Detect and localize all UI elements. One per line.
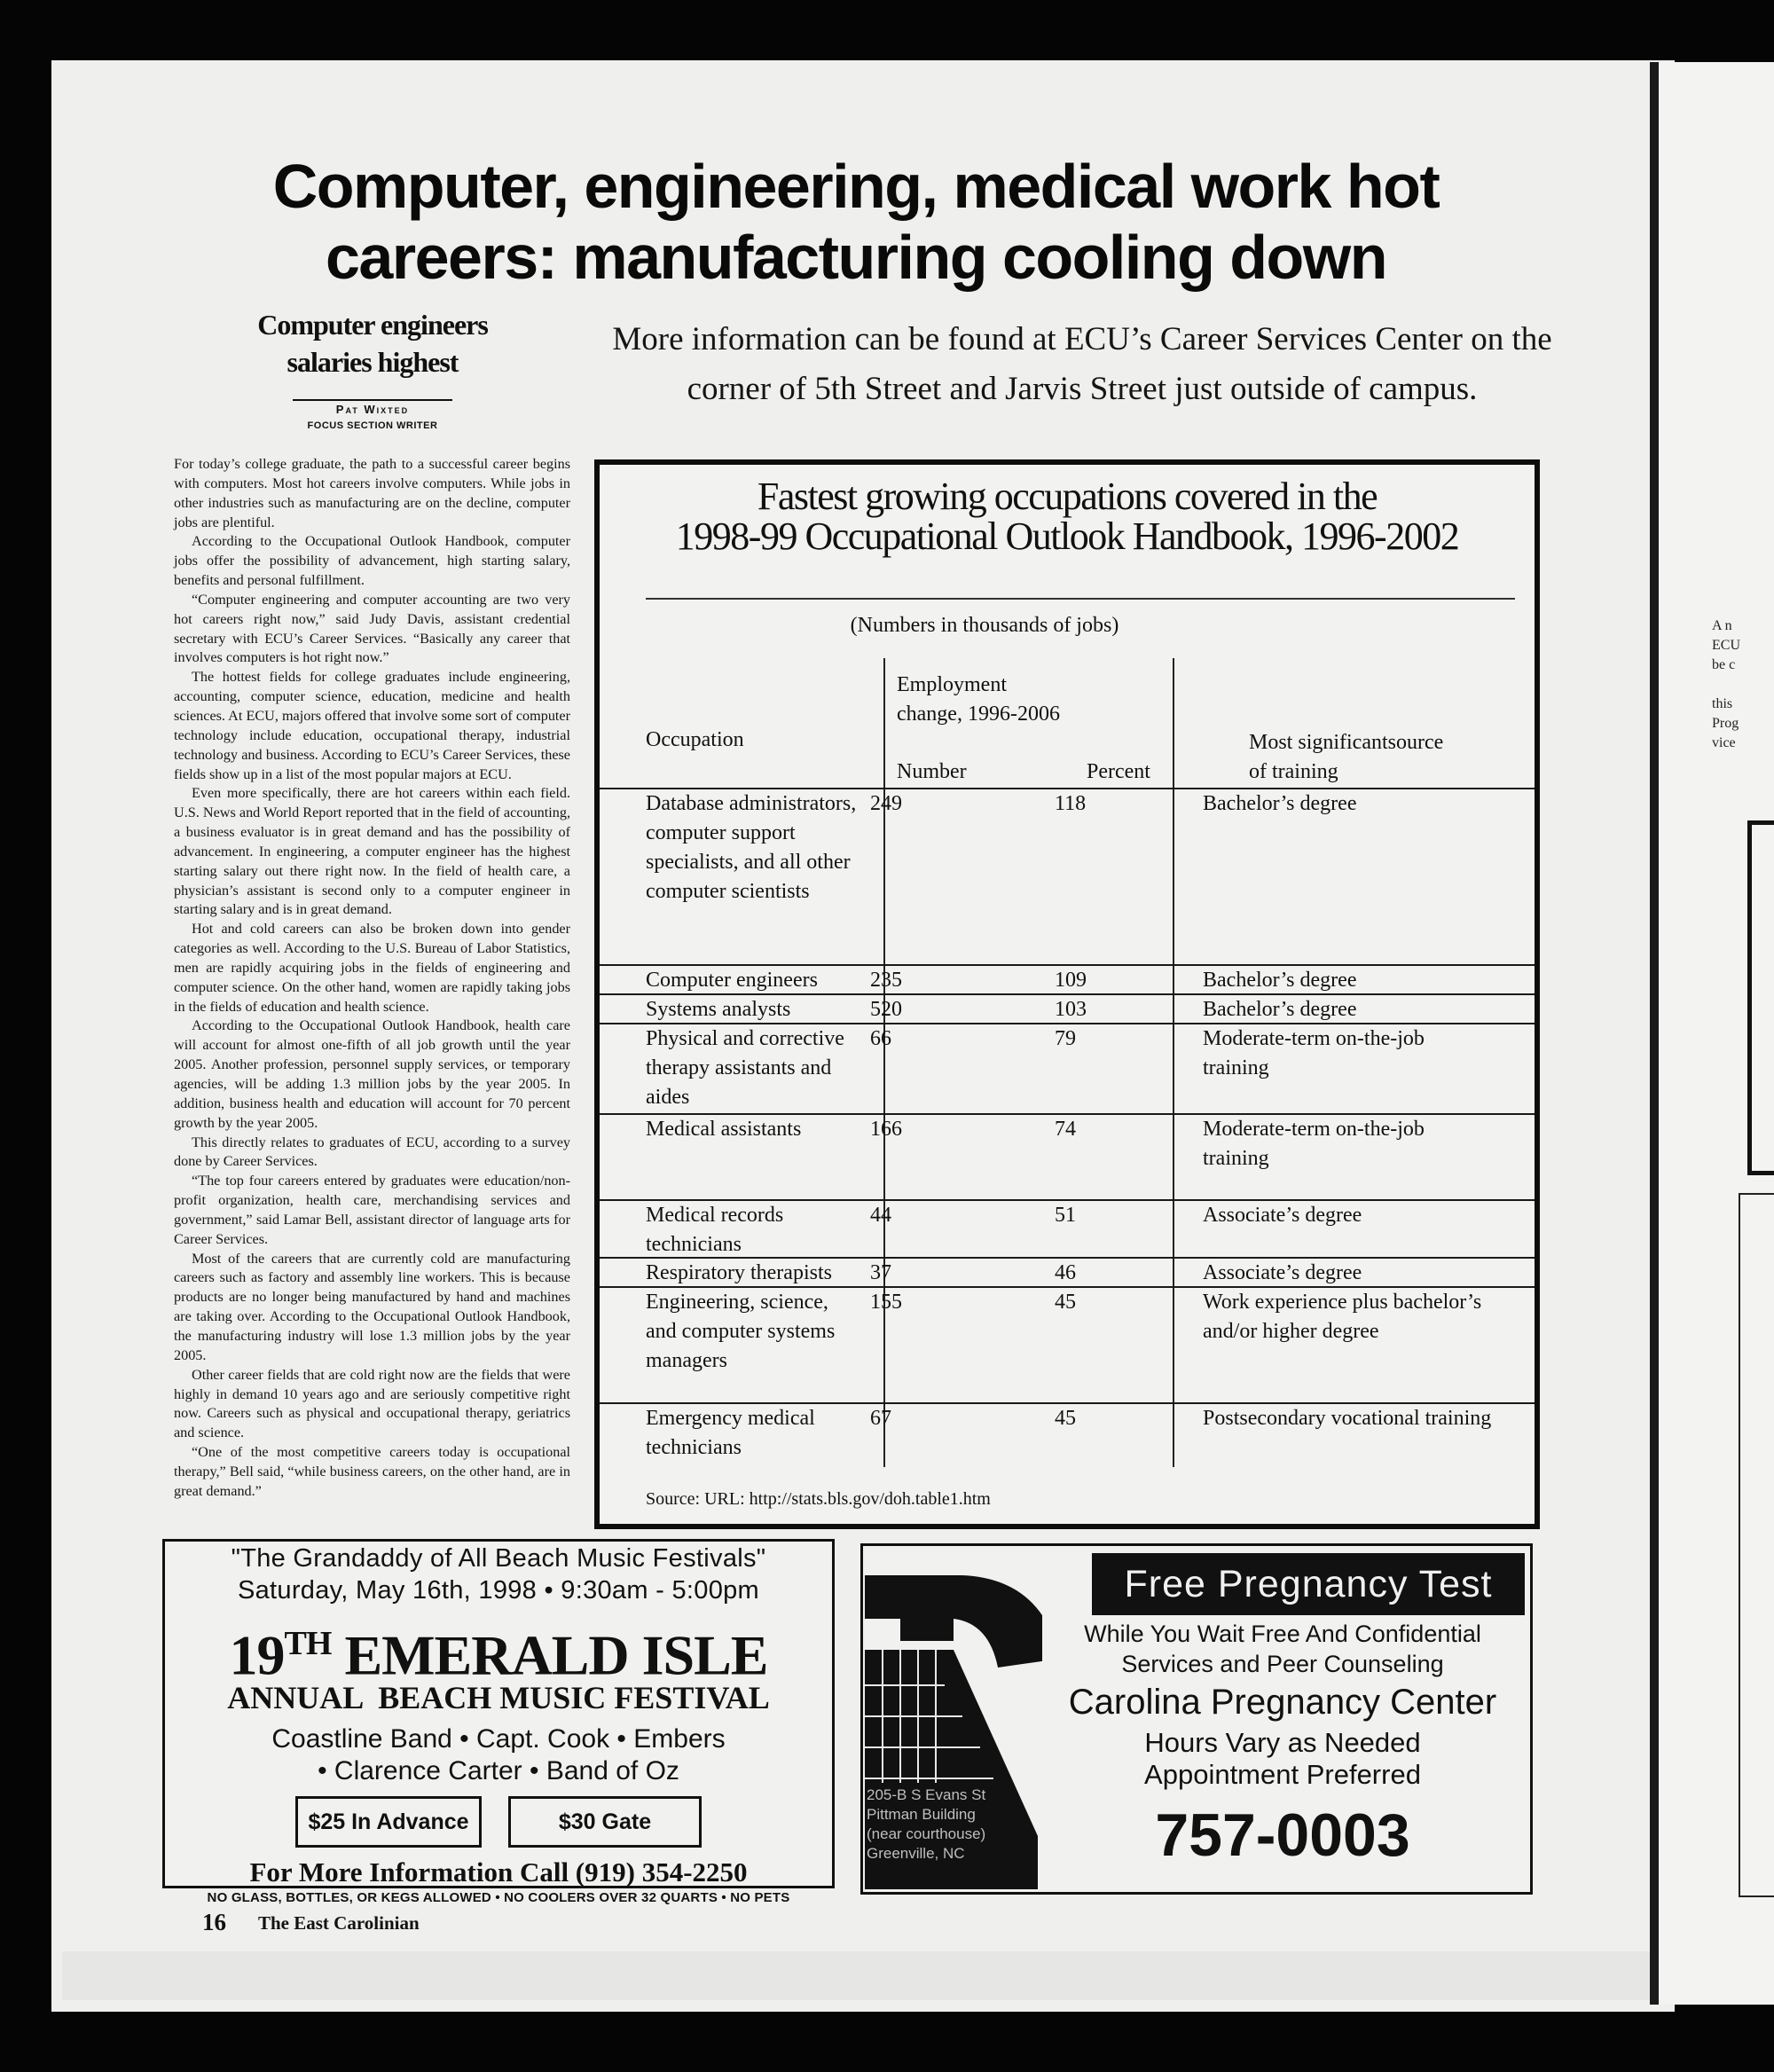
article-paragraph: “Computer engineering and computer accounting are two very hot careers right now,” said Judy Davis, assistant credential secretary with ECU’s Career Services. “Basically any career that involves computers is hot right now.” — [174, 591, 570, 666]
beach-festival-ad — [162, 1539, 835, 1906]
table-row: Medical assistants 166 74 Moderate-term on-the-job training — [600, 1113, 1535, 1199]
page-bottom-edge — [62, 1951, 1685, 2000]
table-title: Fastest growing occupations covered in the 1998-99 Occupational Outlook Handbook, 1996-2002 — [675, 475, 1459, 558]
table-title-rule — [646, 598, 1515, 600]
advance-price-box: $25 In Advance — [295, 1796, 482, 1848]
newspaper-name: The East Carolinian — [258, 1912, 420, 1934]
page-number: 16 — [202, 1909, 226, 1935]
center-phone-number: 757-0003 — [1155, 1801, 1410, 1869]
article-paragraph: Other career fields that are cold right now are the fields that were highly in demand 10 years ago and are seriously competitive right now. Careers such as physical and occupational therapy, geriatrics and science. — [174, 1366, 570, 1441]
free-test-banner: Free Pregnancy Test — [1092, 1553, 1525, 1615]
article-paragraph: Hot and cold careers can also be broken down into gender categories as well. According to the U.S. Bureau of Labor Statistics, men are rapidly acquiring jobs in the fields of engineering and computer science. On the other hand, women are rapidly taking jobs in the fields of education and health science. — [174, 921, 570, 1015]
table-row: Respiratory therapists 37 46 Associate’s degree — [600, 1257, 1535, 1286]
header-occupation: Occupation — [646, 728, 744, 751]
article-body — [174, 455, 570, 1502]
article-paragraph: Even more specifically, there are hot careers within each field. U.S. News and World Report reported that in the field of accounting, a business evaluator is in great demand and has the possibility of advancement. In engineering, a computer engineer has the highest starting salary out there right now. In the field of health care, a physician’s assistant is second only to a computer engineer in starting salary and is in great demand. — [174, 785, 570, 918]
festival-tagline: "The Grandaddy of All Beach Music Festivals" — [231, 1544, 766, 1573]
adjacent-page-box — [1739, 1193, 1774, 1897]
services-text: While You Wait Free And Confidential Services and Peer Counseling — [1084, 1621, 1481, 1677]
adjacent-page-box — [1747, 820, 1774, 1175]
center-name: Carolina Pregnancy Center — [1068, 1683, 1497, 1722]
gate-price-box: $30 Gate — [508, 1796, 702, 1848]
table-row: Database administrators, computer support specialists, and all other computer scientists 249 118 Bachelor’s degree — [600, 788, 1535, 964]
subheadline: Computer engineers salaries highest — [257, 309, 488, 378]
table-row: Emergency medical technicians 67 45 Postsecondary vocational training — [600, 1402, 1535, 1493]
table-body — [600, 788, 1535, 1493]
article-paragraph: According to the Occupational Outlook Handbook, health care will account for almost one-fifth of all job growth until the year 2005. Another profession, personnel supply services, or temporary agencies, will be adding 1.3 million jobs by the year 2005. In addition, business health and education will account for 70 percent growth by the year 2005. — [174, 1017, 570, 1131]
adjacent-page-text: A n ECU be c this Prog vice — [1712, 618, 1740, 750]
article-paragraph: “One of the most competitive careers today is occupational therapy,” Bell said, “while business careers, on the other hand, are in great demand.” — [174, 1444, 570, 1499]
festival-rules: NO GLASS, BOTTLES, OR KEGS ALLOWED • NO COOLERS OVER 32 QUARTS • NO PETS — [207, 1890, 790, 1906]
header-number: Number — [897, 760, 967, 783]
byline-name: Pat Wixted — [293, 399, 452, 416]
festival-phone: For More Information Call (919) 354-2250 — [249, 1856, 748, 1888]
occupations-table — [594, 459, 1540, 1529]
article-paragraph: “The top four careers entered by graduates were education/non-profit organization, health care, merchandising services and government,” said Lamar Bell, assistant director of language arts for Career Services. — [174, 1173, 570, 1247]
article-paragraph: According to the Occupational Outlook Handbook, computer jobs offer the possibility of advancement, high starting salary, benefits and personal fulfillment. — [174, 533, 570, 589]
table-row: Medical records technicians 44 51 Associate’s degree — [600, 1199, 1535, 1257]
table-row: Physical and corrective therapy assistants and aides 66 79 Moderate-term on-the-job training — [600, 1023, 1535, 1113]
festival-date: Saturday, May 16th, 1998 • 9:30am - 5:00pm — [237, 1576, 760, 1605]
table-source: Source: URL: http://stats.bls.gov/doh.table1.htm — [646, 1489, 991, 1509]
byline-role: FOCUS SECTION WRITER — [307, 420, 438, 431]
hours-text: Hours Vary as Needed Appointment Preferred — [1144, 1727, 1421, 1790]
table-row: Systems analysts 520 103 Bachelor’s degree — [600, 993, 1535, 1023]
article-paragraph: For today’s college graduate, the path to a successful career begins with computers. Most hot careers involve computers. While jobs in other industries such as manufacturing are on the decline, computer jobs are plentiful. — [174, 456, 570, 530]
header-training: Most significantsource of training — [1249, 731, 1444, 783]
festival-bands: Coastline Band • Capt. Cook • Embers • Clarence Carter • Band of Oz — [271, 1724, 726, 1786]
pregnancy-center-ad — [860, 1543, 1533, 1895]
table-row: Computer engineers 235 109 Bachelor’s degree — [600, 964, 1535, 993]
table-row: Engineering, science, and computer systems managers 155 45 Work experience plus bachelor’s and/or higher degree — [600, 1286, 1535, 1402]
article-paragraph: Most of the careers that are currently cold are manufacturing careers such as factory and assembly line workers. This is because products are no longer being manufactured by hand and machines are taking over. According to the Occupational Outlook Handbook, the manufacturing industry will lose 1.3 million jobs by the year 2005. — [174, 1250, 570, 1363]
headline: Computer, engineering, medical work hot careers: manufacturing cooling down — [272, 152, 1440, 292]
price-row — [165, 1796, 832, 1848]
article-paragraph: This directly relates to graduates of ECU, according to a survey done by Career Services. — [174, 1134, 570, 1170]
article-paragraph: The hottest fields for college graduates include engineering, accounting, computer science, education, medicine and health sciences. At ECU, majors offered that involve some sort of computer technology include education, occupational therapy, industrial technology and business. According to ECU’s Career Services, these fields show up in a list of the most popular majors at ECU. — [174, 669, 570, 782]
festival-subtitle: ANNUAL BEACH MUSIC FESTIVAL — [227, 1680, 770, 1716]
table-units-note: (Numbers in thousands of jobs) — [850, 614, 1119, 637]
header-employment-change: Employment change, 1996-2006 — [897, 673, 1060, 726]
center-address: 205-B S Evans St Pittman Building (near courthouse) Greenville, NC — [867, 1786, 986, 1862]
festival-name: 19TH EMERALD ISLE — [229, 1623, 768, 1687]
info-deck: More information can be found at ECU’s Career Services Center on the corner of 5th Street and Jarvis Street just outside of campus. — [612, 321, 1552, 407]
header-percent: Percent — [1087, 760, 1150, 783]
